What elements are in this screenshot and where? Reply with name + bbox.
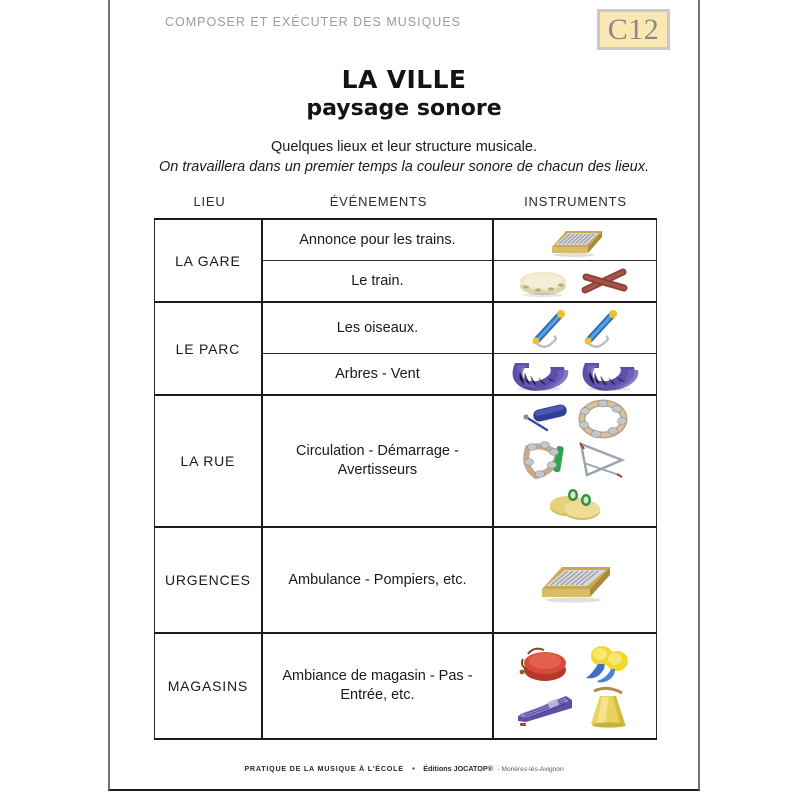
instruments-cell (493, 302, 656, 354)
evenement-cell: Circulation - Démarrage - Avertisseurs (262, 395, 493, 527)
instruments-cell (493, 395, 656, 527)
lieu-cell-magasins: MAGASINS (155, 633, 262, 739)
bird-whistle-icon (527, 306, 571, 350)
page-subtitle: paysage sonore (306, 95, 502, 121)
zither-icon (514, 688, 576, 728)
evenement-cell: Arbres - Vent (262, 354, 493, 396)
instrument-group (496, 357, 654, 391)
table-row (155, 527, 657, 633)
lieu-cell-urgences: URGENCES (155, 527, 262, 633)
footer-city: - Morières-lès-Avignon (497, 766, 564, 773)
table-row (155, 219, 657, 261)
page-title: LA VILLE (341, 65, 467, 94)
column-header-instruments: INSTRUMENTS (524, 194, 627, 210)
intro-line-2: On travaillera dans un premier temps la couleur sonore de chacun des lieux. (158, 158, 650, 175)
evenement-cell: Le train. (262, 261, 493, 303)
blue-shaker-icon (522, 399, 572, 439)
footer-publisher: Éditions JOCATOP® (423, 764, 493, 773)
table-row (155, 302, 657, 354)
half-moon-jingle-icon (522, 440, 568, 480)
lieu-cell-le-parc: LE PARC (155, 302, 262, 395)
document-footer (110, 758, 698, 776)
instruments-cell (493, 219, 656, 261)
evenement-cell: Ambiance de magasin - Pas - Entrée, etc. (262, 633, 493, 739)
instrument-group (496, 642, 654, 730)
instrument-group (496, 399, 654, 523)
code-badge (597, 9, 670, 50)
claves-icon (577, 264, 633, 298)
table-body (155, 219, 657, 739)
instruments-cell (493, 527, 656, 633)
bird-whistle-icon (579, 306, 623, 350)
metallophone-icon (544, 223, 606, 257)
instrument-group (496, 264, 654, 298)
table-column-headers (110, 194, 698, 214)
document-header (110, 0, 698, 58)
cymbals-icon (546, 481, 604, 523)
intro-block (110, 138, 698, 177)
table-row (155, 395, 657, 527)
castanets-icon (514, 642, 572, 686)
tambourine-icon (517, 264, 569, 298)
evenement-cell: Annonce pour les trains. (262, 219, 493, 261)
column-header-lieu: LIEU (193, 194, 226, 210)
wind-tube-icon (579, 357, 641, 391)
instruments-cell (493, 261, 656, 303)
instrument-group (496, 557, 654, 603)
lieu-cell-la-rue: LA RUE (155, 395, 262, 527)
document-page (108, 0, 700, 791)
intro-line-1: Quelques lieux et leur structure musicale. (271, 139, 537, 156)
lieu-cell-la-gare: LA GARE (155, 219, 262, 302)
sound-landscape-table (154, 218, 657, 740)
instrument-group (496, 223, 654, 257)
code-badge-label: C12 (607, 12, 660, 46)
instruments-cell (493, 633, 656, 739)
column-header-evenements: ÉVÉNEMENTS (329, 194, 428, 210)
maracas-icon (578, 642, 636, 686)
wind-tube-icon (509, 357, 571, 391)
instruments-cell (493, 354, 656, 396)
triangle-icon (574, 439, 628, 481)
cowbell-icon (582, 686, 636, 730)
tambourine-jingle-icon (578, 399, 628, 439)
evenement-cell: Ambulance - Pompiers, etc. (262, 527, 493, 633)
header-kicker: COMPOSER ET EXÉCUTER DES MUSIQUES (165, 15, 462, 29)
instrument-group (496, 306, 654, 350)
table-row (155, 633, 657, 739)
metallophone-icon (534, 557, 616, 603)
evenement-cell: Les oiseaux. (262, 302, 493, 354)
footer-collection-title: PRATIQUE DE LA MUSIQUE À L'ÉCOLE (244, 764, 404, 773)
title-block (110, 66, 698, 122)
footer-separator: • (412, 764, 415, 773)
